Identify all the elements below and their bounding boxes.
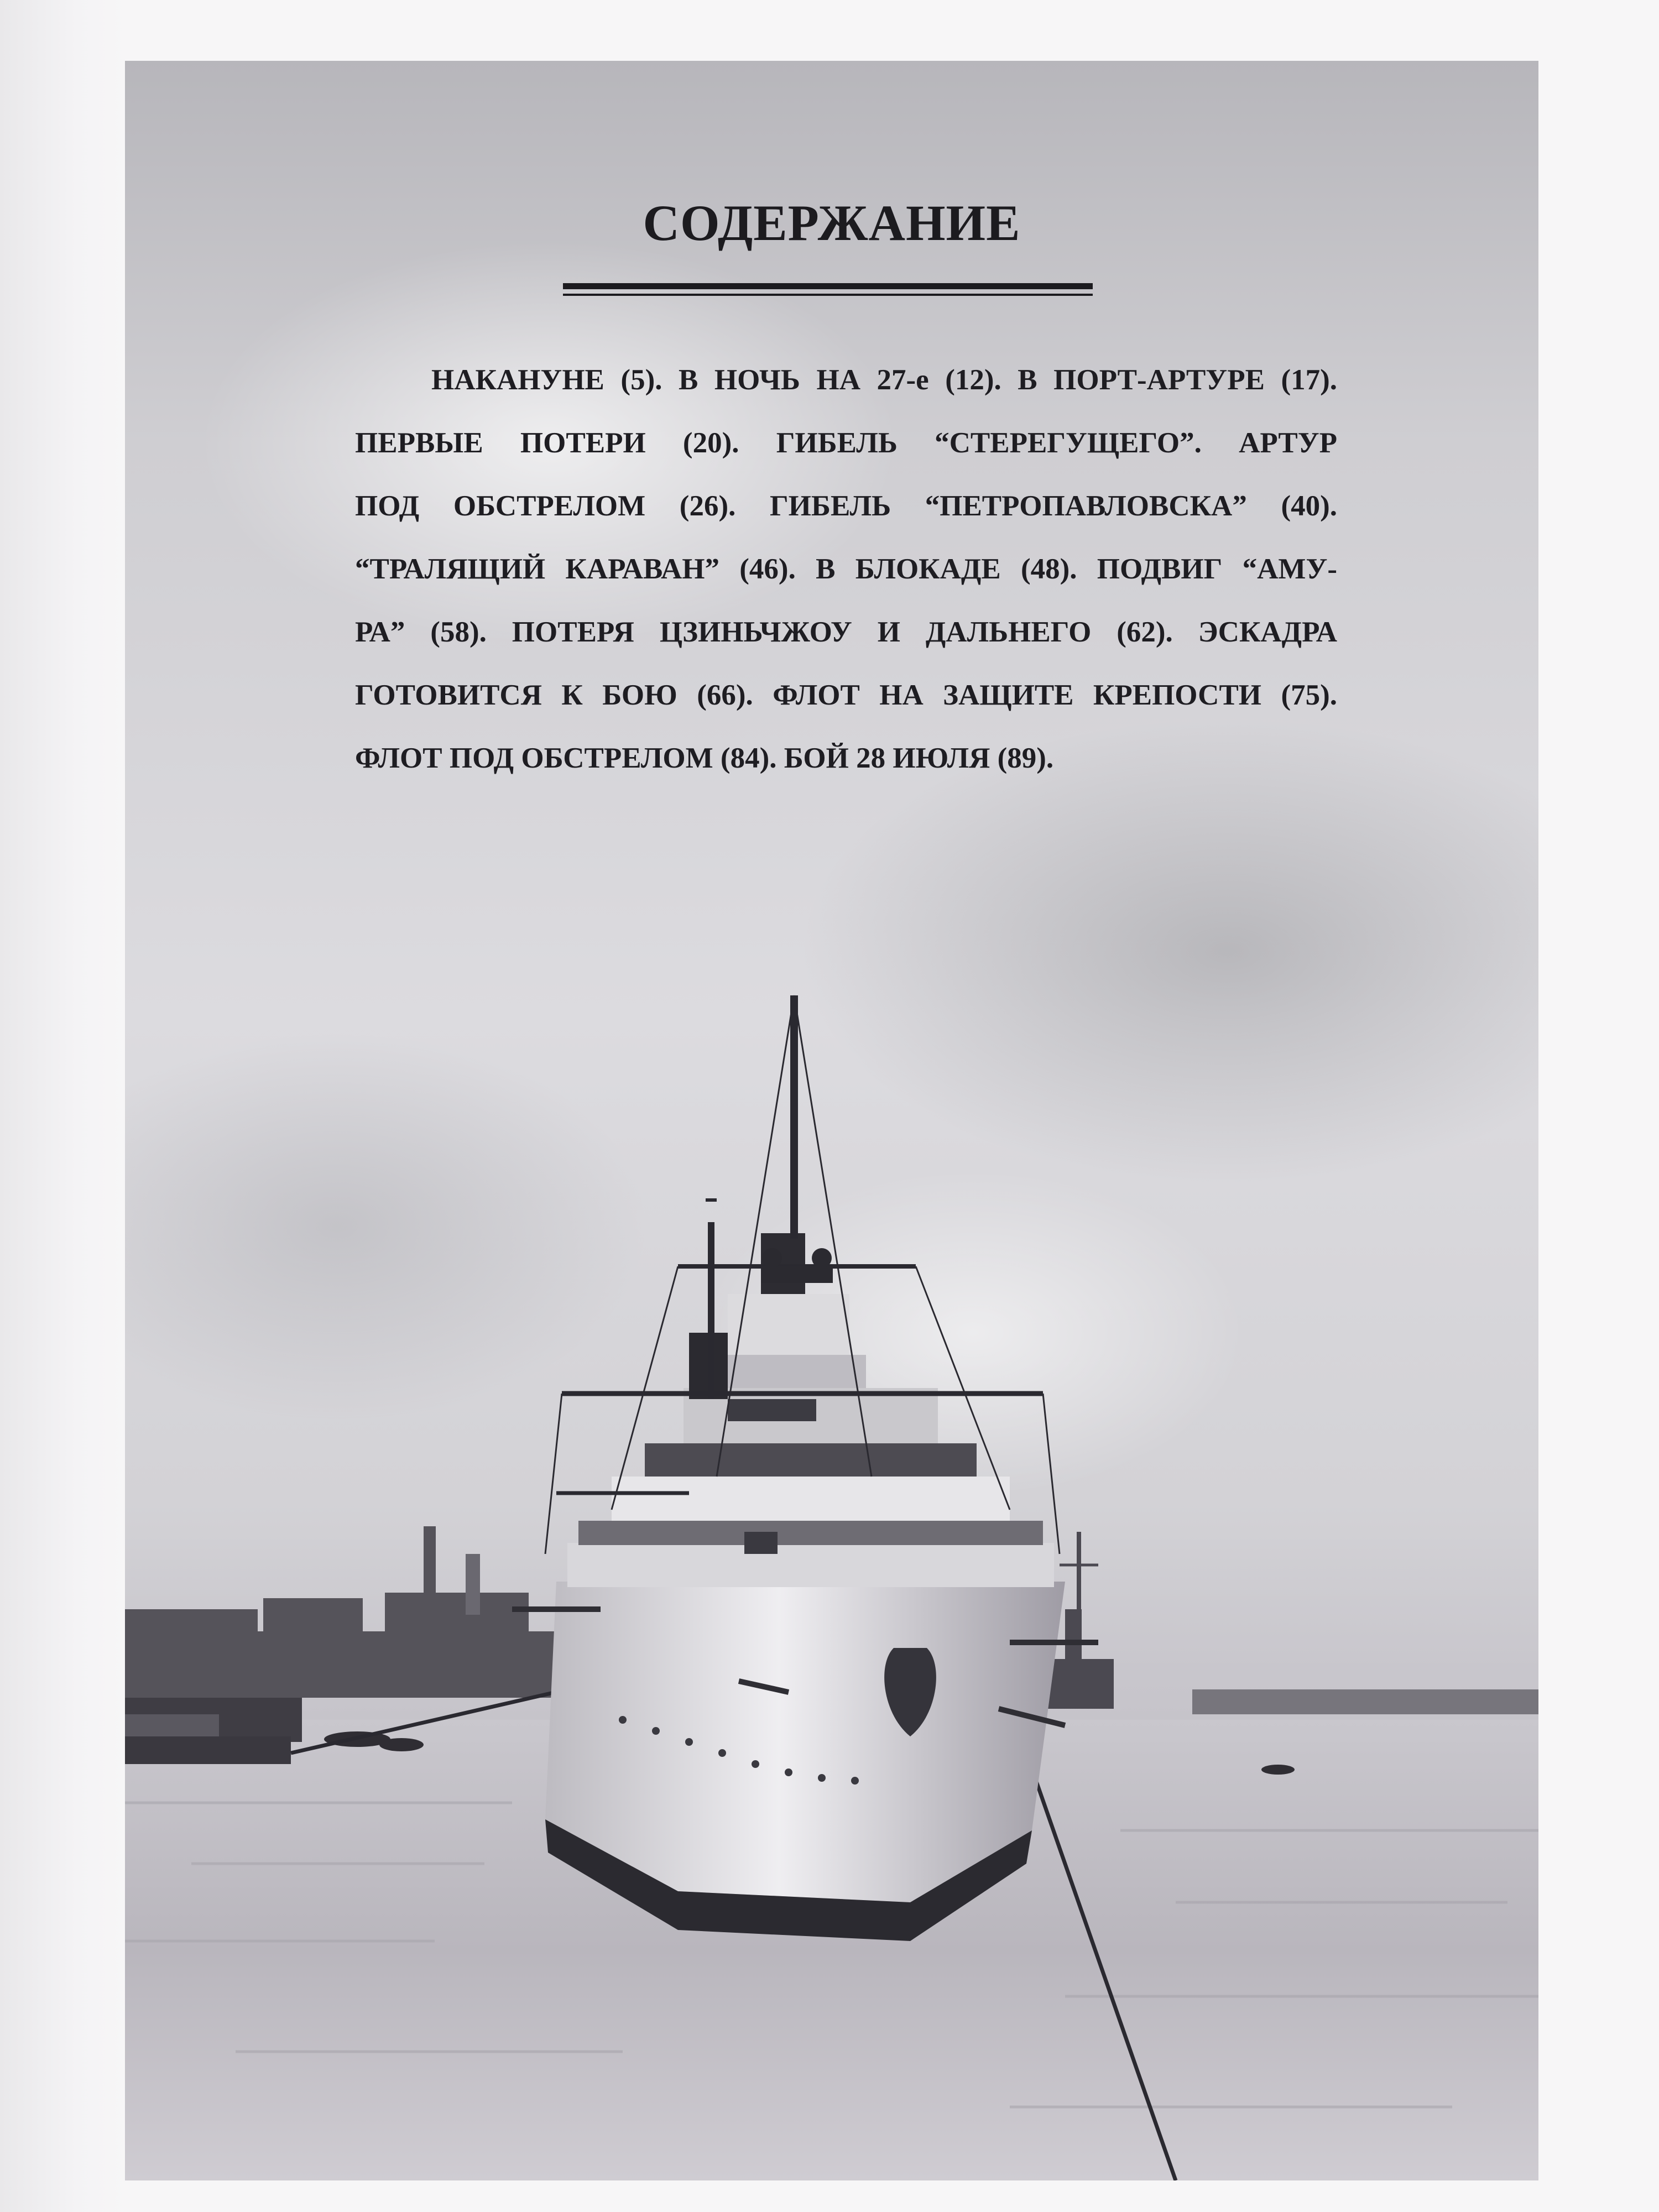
contents-line: ПЕРВЫЕ ПОТЕРИ (20). ГИБЕЛЬ “СТЕРЕГУЩЕГО”. АРТУР	[355, 427, 1337, 459]
ship-hull	[545, 1582, 1065, 1902]
fighting-top	[761, 1266, 833, 1283]
page-title: СОДЕРЖАНИЕ	[643, 195, 1021, 251]
superstructure	[567, 1233, 1054, 1587]
contents-text	[355, 348, 1337, 790]
searchlight-left	[762, 1248, 782, 1268]
contents-line: НАКАНУНЕ (5). В НОЧЬ НА 27-е (12). В ПОРТ-АРТУРЕ (17).	[431, 364, 1337, 396]
title-rule-thick	[563, 283, 1093, 289]
contents-line: ФЛОТ ПОД ОБСТРЕЛОМ (84). БОЙ 28 ИЮЛЯ (89).	[355, 742, 1054, 774]
title-rule-thin	[563, 294, 1093, 296]
contents-line: ПОД ОБСТРЕЛОМ (26). ГИБЕЛЬ “ПЕТРОПАВЛОВСКА” (40).	[355, 490, 1337, 522]
contents-line: “ТРАЛЯЩИЙ КАРАВАН” (46). В БЛОКАДЕ (48). ПОДВИГ “АМУ-	[355, 553, 1337, 585]
shore-right	[1192, 1689, 1538, 1714]
shore-tower	[466, 1554, 480, 1615]
contents-line: ГОТОВИТСЯ К БОЮ (66). ФЛОТ НА ЗАЩИТЕ КРЕПОСТИ (75).	[355, 679, 1337, 711]
contents-line: РА” (58). ПОТЕРЯ ЦЗИНЬЧЖОУ И ДАЛЬНЕГО (62). ЭСКАДРА	[355, 616, 1337, 648]
page-gutter	[0, 0, 127, 2212]
background-photo	[125, 61, 1538, 2180]
searchlight-right	[812, 1248, 832, 1268]
shore-left	[125, 1526, 556, 1742]
